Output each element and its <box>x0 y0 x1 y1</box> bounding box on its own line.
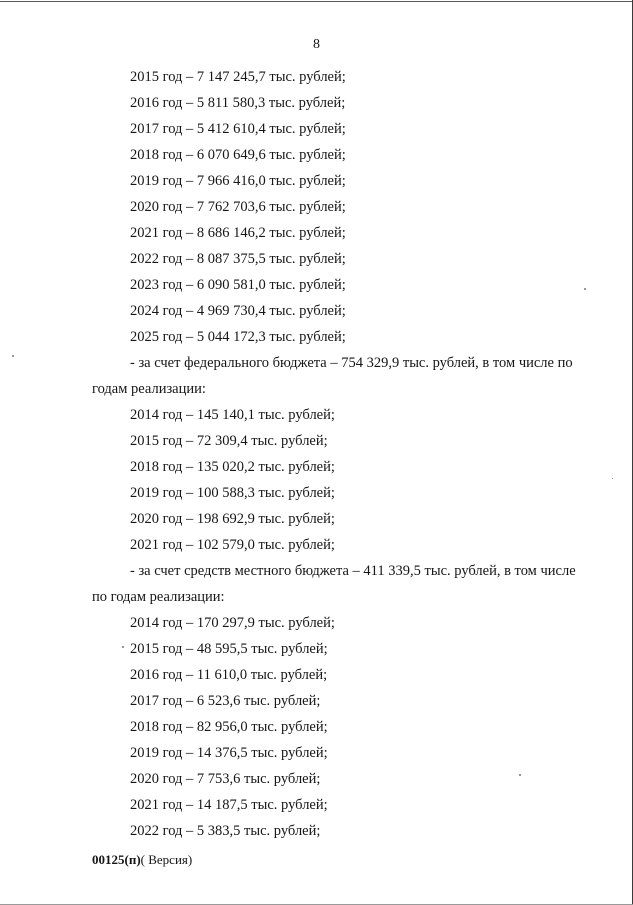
year-amount-line: 2015 год – 72 309,4 тыс. рублей; <box>130 433 328 449</box>
year-amount-line: 2016 год – 11 610,0 тыс. рублей; <box>130 667 328 683</box>
scan-speck <box>12 355 14 357</box>
year-amount-line: 2022 год – 8 087 375,5 тыс. рублей; <box>130 251 346 267</box>
scan-speck <box>122 646 124 648</box>
funding-source-continuation: годам реализации: <box>92 381 206 397</box>
year-amount-line: 2019 год – 100 588,3 тыс. рублей; <box>130 485 335 501</box>
footer-document-code: 00125(п) <box>92 852 141 867</box>
year-amount-line: 2021 год – 14 187,5 тыс. рублей; <box>130 797 328 813</box>
year-amount-line: 2024 год – 4 969 730,4 тыс. рублей; <box>130 303 346 319</box>
scan-speck <box>584 288 586 290</box>
year-amount-line: 2020 год – 7 762 703,6 тыс. рублей; <box>130 199 346 215</box>
year-amount-line: 2017 год – 5 412 610,4 тыс. рублей; <box>130 121 346 137</box>
year-amount-line: 2021 год – 102 579,0 тыс. рублей; <box>130 537 335 553</box>
year-amount-line: 2023 год – 6 090 581,0 тыс. рублей; <box>130 277 346 293</box>
funding-source-continuation: по годам реализации: <box>92 589 225 605</box>
year-amount-line: 2021 год – 8 686 146,2 тыс. рублей; <box>130 225 346 241</box>
funding-text-body <box>0 64 633 844</box>
year-amount-line: 2017 год – 6 523,6 тыс. рублей; <box>130 693 321 709</box>
year-amount-line: 2018 год – 6 070 649,6 тыс. рублей; <box>130 147 346 163</box>
year-amount-line: 2016 год – 5 811 580,3 тыс. рублей; <box>130 95 346 111</box>
year-amount-line: 2014 год – 145 140,1 тыс. рублей; <box>130 407 335 423</box>
year-amount-line: 2015 год – 7 147 245,7 тыс. рублей; <box>130 69 346 85</box>
footer-version: ( Версия) <box>140 852 193 867</box>
year-amount-line: 2019 год – 14 376,5 тыс. рублей; <box>130 745 328 761</box>
funding-source-line: - за счет федерального бюджета – 754 329,9 тыс. рублей, в том числе по <box>130 355 573 371</box>
page-number: 8 <box>313 37 320 52</box>
year-amount-line: 2025 год – 5 044 172,3 тыс. рублей; <box>130 329 346 345</box>
year-amount-line: 2019 год – 7 966 416,0 тыс. рублей; <box>130 173 346 189</box>
year-amount-line: 2022 год – 5 383,5 тыс. рублей; <box>130 823 321 839</box>
scan-speck <box>519 774 521 776</box>
year-amount-line: 2014 год – 170 297,9 тыс. рублей; <box>130 615 335 631</box>
year-amount-line: 2018 год – 135 020,2 тыс. рублей; <box>130 459 335 475</box>
year-amount-line: 2018 год – 82 956,0 тыс. рублей; <box>130 719 328 735</box>
year-amount-line: 2020 год – 7 753,6 тыс. рублей; <box>130 771 321 787</box>
funding-source-line: - за счет средств местного бюджета – 411 339,5 тыс. рублей, в том числе <box>130 563 576 579</box>
year-amount-line: 2020 год – 198 692,9 тыс. рублей; <box>130 511 335 527</box>
year-amount-line: 2015 год – 48 595,5 тыс. рублей; <box>130 641 328 657</box>
scan-speck <box>612 478 613 479</box>
scan-edge-top <box>0 1 633 2</box>
document-footer <box>92 852 192 868</box>
